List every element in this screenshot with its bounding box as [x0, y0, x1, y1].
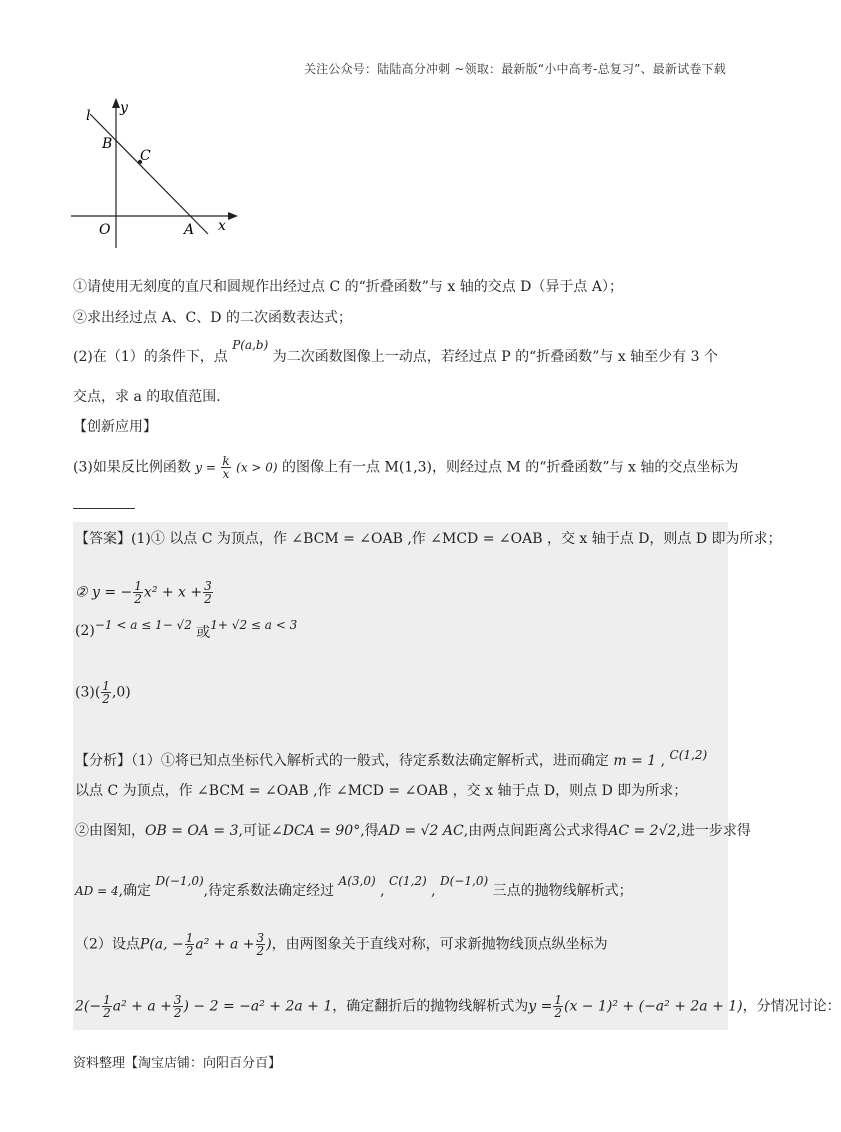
q3-pre: (3)如果反比例函数 — [73, 459, 191, 476]
answer-3: (2)−1 < a ≤ 1− √2 或1+ √2 ≤ a < 3 — [75, 618, 298, 641]
label-b: B — [102, 136, 113, 152]
q2-point: P(a,b) — [232, 338, 269, 352]
answer-blank — [73, 494, 135, 509]
q2-line2: 交点，求 a 的取值范围. — [73, 389, 221, 405]
page-header: 关注公众号：陆陆高分冲刺 ~领取：最新版“小中高考-总复习”、最新试卷下载 — [303, 62, 726, 76]
analysis-6: 2(− $\frac{1}{2}$ a² + a + $\frac{3}{2}$ ) − 2 = −a² + 2a + 1，确定翻折后的抛物线解析式为y = $\frac{1}{2}$ (x − 1)² + (−a² + 2a + 1)，分情况讨论： — [75, 993, 841, 1020]
label-c: C — [140, 148, 151, 164]
analysis-2: 以点 C 为顶点，作 ∠BCM = ∠OAB ,作 ∠MCD = ∠OAB ，交 x 轴于点 D，则点 D 即为所求； — [75, 783, 688, 799]
q3-blank-line — [73, 494, 135, 516]
q1-part1: ①请使用无刻度的直尺和圆规作出经过点 C 的“折叠函数”与 x 轴的交点 D（异于点 A）； — [73, 279, 623, 295]
analysis-5: （2）设点P(a, − $\frac{1}{2}$ a² + a + $\frac{3}{2}$ )，由两图象关于直线对称，可求新抛物线顶点纵坐标为 — [75, 931, 608, 958]
q2-line1 — [73, 338, 718, 368]
analysis-3: ②由图知，OB = OA = 3,可证∠DCA = 90°,得AD = √2 AC,由两点间距离公式求得AC = 2√2,进一步求得 — [75, 823, 751, 839]
q3-line1 — [73, 455, 738, 480]
q3-mid: 的图像上有一点 M(1,3)，则经过点 M 的“折叠函数”与 x 轴的交点坐标为 — [282, 459, 739, 476]
answer-2: ② y = − $\frac{1}{2}$ x² + x + $\frac{3}{2}$ — [75, 579, 212, 606]
q2-post: 为二次函数图像上一动点，若经过点 P 的“折叠函数”与 x 轴至少有 3 个 — [272, 349, 718, 365]
q3-func-frac: $\frac{k}{x}$ — [222, 454, 230, 481]
label-x: x — [218, 218, 226, 234]
page-footer: 资料整理【淘宝店铺：向阳百分百】 — [73, 1056, 282, 1071]
q3-func-y: y = — [195, 460, 216, 475]
label-l: l — [86, 108, 91, 124]
answer-4: (3)( $\frac{1}{2}$ ,0) — [75, 679, 131, 706]
coordinate-figure — [66, 96, 246, 256]
label-o: O — [99, 222, 111, 238]
innovation-title: 【创新应用】 — [73, 419, 157, 435]
label-y: y — [120, 100, 128, 116]
label-a: A — [184, 222, 195, 238]
analysis-4: AD = 4,确定 D(−1,0),待定系数法确定经过 A(3,0) , C(1,2) , D(−1,0) 三点的抛物线解析式； — [75, 874, 633, 899]
answer-1: 【答案】(1)① 以点 C 为顶点，作 ∠BCM = ∠OAB ,作 ∠MCD = ∠OAB ，交 x 轴于点 D，则点 D 即为所求； — [75, 531, 782, 547]
q2-pre: (2)在（1）的条件下，点 — [73, 349, 228, 365]
y-axis-arrow — [112, 98, 120, 108]
x-axis-arrow — [228, 212, 238, 220]
analysis-1: 【分析】（1）①将已知点坐标代入解析式的一般式，待定系数法确定解析式，进而确定 m = 1 , C(1,2) — [75, 748, 708, 769]
q1-part2: ②求出经过点 A、C、D 的二次函数表达式； — [73, 310, 352, 326]
q3-func-cond: (x > 0) — [236, 460, 278, 475]
